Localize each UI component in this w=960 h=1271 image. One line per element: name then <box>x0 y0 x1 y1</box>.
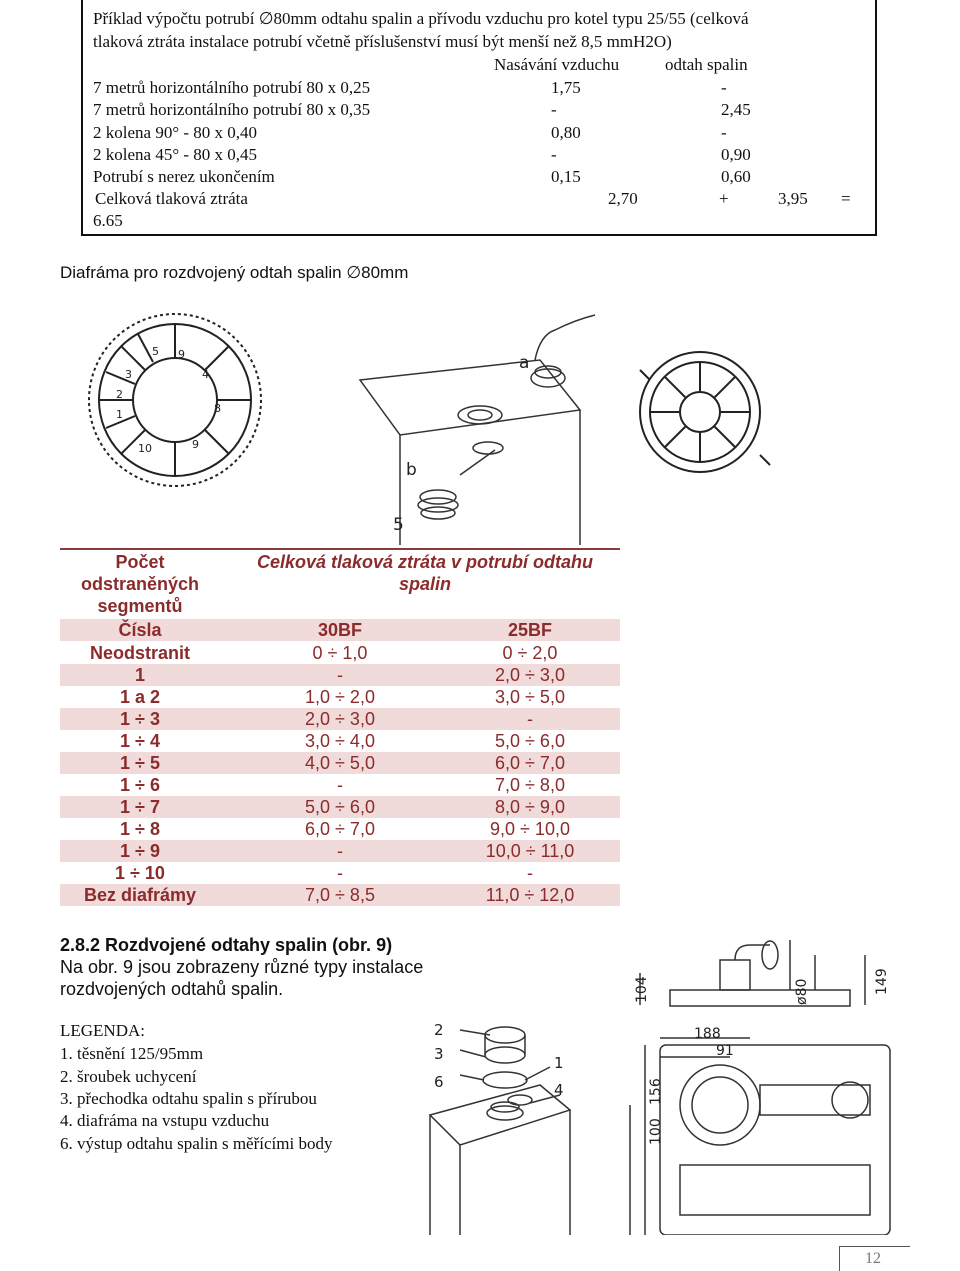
table-row <box>60 818 620 840</box>
example-row-label: 2 kolena 45° - 80 x 0,45 <box>93 145 258 164</box>
table-header-count <box>60 551 220 617</box>
diaphragm-heading: Diafráma pro rozdvojený odtah spalin ∅80mm <box>60 263 409 282</box>
label-b: b <box>406 460 417 480</box>
diaphragm-illustration <box>80 300 780 545</box>
callout-label: 1 <box>554 1054 564 1072</box>
table-cell: 0 ÷ 1,0 <box>312 643 368 663</box>
callout-label: 4 <box>554 1081 564 1099</box>
section-text-line-1: Na obr. 9 jsou zobrazeny různé typy instalace <box>60 957 424 977</box>
legend-item: 3. přechodka odtahu spalin s přírubou <box>60 1089 317 1108</box>
table-cell: - <box>527 709 533 729</box>
section-text-line-2: rozdvojených odtahů spalin. <box>60 979 284 999</box>
legend-item: 4. diafráma na vstupu vzduchu <box>60 1111 270 1130</box>
table-cell: 6,0 ÷ 7,0 <box>495 753 565 773</box>
dimension-label: 149 <box>874 968 890 995</box>
table-row <box>60 664 620 686</box>
total-equals: = <box>841 189 851 208</box>
example-row-label: 7 metrů horizontálního potrubí 80 x 0,25 <box>93 78 371 97</box>
example-row-label: 2 kolena 90° - 80 x 0,40 <box>93 123 258 142</box>
table-cell: 4,0 ÷ 5,0 <box>305 753 375 773</box>
table-row <box>60 884 620 906</box>
table-cell: 1 ÷ 7 <box>120 797 160 817</box>
table-cell: 11,0 ÷ 12,0 <box>485 885 575 905</box>
table-cell: 2,0 ÷ 3,0 <box>305 709 375 729</box>
example-row-air: 0,15 <box>551 167 581 186</box>
table-cell: - <box>337 775 343 795</box>
table-header-line: Celková tlaková ztráta v potrubí odtahu <box>256 552 594 572</box>
table-cell: 5,0 ÷ 6,0 <box>495 731 565 751</box>
dimension-label: ø80 <box>794 978 810 1005</box>
example-row-exhaust: 2,45 <box>721 100 751 119</box>
page-number: 12 <box>865 1250 881 1267</box>
total-sum: 6.65 <box>93 211 123 230</box>
segment-label: 3 <box>125 368 132 381</box>
table-row <box>60 862 620 884</box>
table-cell: 3,0 ÷ 4,0 <box>305 731 375 751</box>
table-cell: 25BF <box>507 620 552 640</box>
segment-label: 9 <box>192 438 199 451</box>
example-row-air: 0,80 <box>551 123 581 142</box>
legend-title: LEGENDA: <box>60 1021 145 1040</box>
table-cell: 6,0 ÷ 7,0 <box>305 819 375 839</box>
table-row <box>60 840 620 862</box>
table-header-line: Počet <box>115 552 165 572</box>
example-calculation-box <box>81 0 877 236</box>
table-row <box>60 752 620 774</box>
segment-label: 2 <box>116 388 123 401</box>
label-a: a <box>519 353 530 373</box>
legend-item: 2. šroubek uchycení <box>60 1067 197 1086</box>
table-cell: 7,0 ÷ 8,5 <box>305 885 375 905</box>
table-cell: - <box>527 863 533 883</box>
segment-label: 1 <box>116 408 123 421</box>
example-row-exhaust: - <box>721 78 727 97</box>
segment-label: 4 <box>202 368 209 381</box>
table-top-rule <box>60 548 620 550</box>
legend-item: 1. těsnění 125/95mm <box>60 1044 204 1063</box>
table-row <box>60 774 620 796</box>
table-cell: 1 ÷ 3 <box>120 709 160 729</box>
table-row <box>60 642 620 664</box>
figure-9-illustration <box>420 935 910 1235</box>
intro-line-2: tlaková ztráta instalace potrubí včetně příslušenství musí být menší než 8,5 mmH2O) <box>93 32 672 51</box>
table-cell: 1,0 ÷ 2,0 <box>305 687 375 707</box>
table-row <box>60 730 620 752</box>
table-cell: 0 ÷ 2,0 <box>502 643 558 663</box>
table-cell: 8,0 ÷ 9,0 <box>495 797 565 817</box>
column-header-exhaust: odtah spalin <box>665 55 748 74</box>
example-row-exhaust: 0,90 <box>721 145 751 164</box>
table-cell: 7,0 ÷ 8,0 <box>495 775 565 795</box>
dimension-label: 104 <box>634 976 650 1003</box>
segment-label: 5 <box>152 345 159 358</box>
legend-item: 6. výstup odtahu spalin s měřícími body <box>60 1134 333 1153</box>
label-5: 5 <box>393 515 404 535</box>
callout-label: 6 <box>434 1073 444 1091</box>
segment-label: 8 <box>214 402 221 415</box>
example-row-label: Potrubí s nerez ukončením <box>93 167 275 186</box>
table-cell: - <box>337 665 343 685</box>
table-cell: 1 <box>134 665 145 685</box>
column-header-air: Nasávání vzduchu <box>494 55 620 74</box>
dimension-label: 156 <box>648 1078 664 1105</box>
table-cell: Bez diafrámy <box>83 885 197 905</box>
example-row-air: - <box>551 145 557 164</box>
segment-label: 10 <box>138 442 152 455</box>
total-plus: + <box>719 189 729 208</box>
dimension-label: 100 <box>648 1118 664 1145</box>
dimension-label: 91 <box>716 1043 734 1059</box>
table-cell: 3,0 ÷ 5,0 <box>495 687 565 707</box>
callout-label: 3 <box>434 1045 444 1063</box>
table-row <box>60 686 620 708</box>
example-row-exhaust: - <box>721 123 727 142</box>
section-heading: 2.8.2 Rozdvojené odtahy spalin (obr. 9) <box>60 935 393 955</box>
table-cell: 1 ÷ 4 <box>120 731 160 751</box>
table-subheader-row <box>60 619 620 641</box>
table-cell: 10,0 ÷ 11,0 <box>485 841 575 861</box>
table-cell: - <box>337 841 343 861</box>
table-cell: Neodstranit <box>89 643 190 663</box>
table-cell: Čísla <box>118 620 162 640</box>
table-header-line: odstraněných <box>80 574 200 594</box>
table-cell: 30BF <box>317 620 362 640</box>
table-row <box>60 708 620 730</box>
example-row-air: 1,75 <box>551 78 581 97</box>
callout-label: 2 <box>434 1021 444 1039</box>
total-label: Celková tlaková ztráta <box>95 189 248 208</box>
example-row-label: 7 metrů horizontálního potrubí 80 x 0,35 <box>93 100 371 119</box>
table-cell: - <box>337 863 343 883</box>
table-cell: 1 ÷ 9 <box>120 841 160 861</box>
total-exhaust: 3,95 <box>778 189 808 208</box>
table-row <box>60 796 620 818</box>
dimension-label: 188 <box>694 1026 721 1042</box>
table-cell: 1 a 2 <box>119 687 161 707</box>
table-cell: 9,0 ÷ 10,0 <box>490 819 570 839</box>
total-air: 2,70 <box>608 189 638 208</box>
example-row-exhaust: 0,60 <box>721 167 751 186</box>
table-cell: 1 ÷ 5 <box>120 753 160 773</box>
segment-label: 9 <box>178 348 185 361</box>
table-cell: 5,0 ÷ 6,0 <box>305 797 375 817</box>
table-header-line: spalin <box>398 574 451 594</box>
table-cell: 2,0 ÷ 3,0 <box>495 665 565 685</box>
example-row-air: - <box>551 100 557 119</box>
intro-line-1: Příklad výpočtu potrubí ∅80mm odtahu spalin a přívodu vzduchu pro kotel typu 25/55 (celková <box>93 9 749 28</box>
table-cell: 1 ÷ 6 <box>120 775 160 795</box>
table-header-pressure-loss <box>240 551 610 595</box>
table-cell: 1 ÷ 8 <box>120 819 160 839</box>
table-cell: 1 ÷ 10 <box>115 863 165 883</box>
table-header-line: segmentů <box>97 596 183 616</box>
